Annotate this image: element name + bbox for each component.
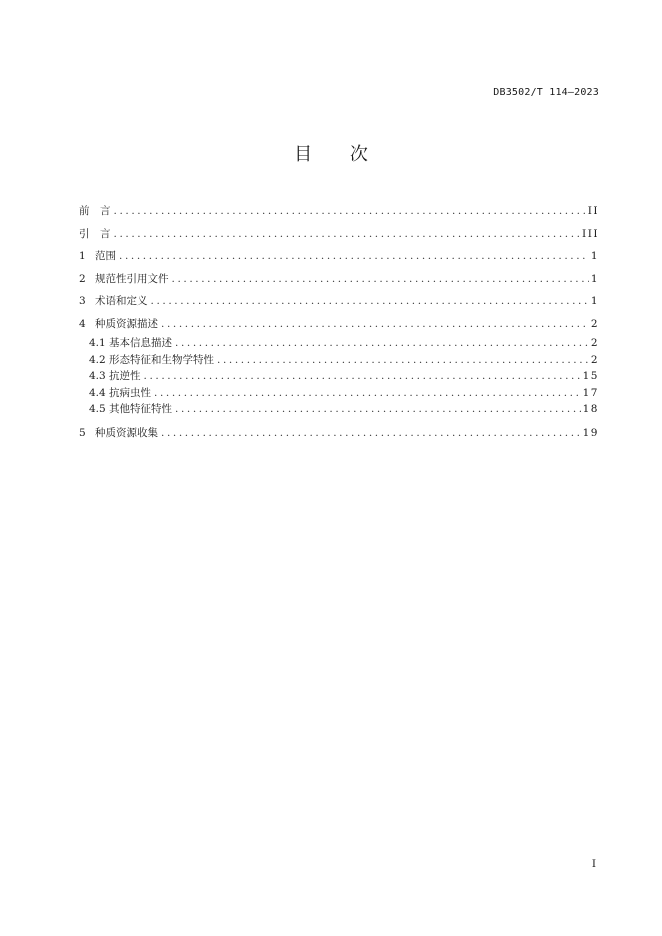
toc-entry-number: 3	[79, 295, 86, 307]
toc-entry-page: 1	[590, 295, 599, 307]
toc-entry-label: 基本信息描述	[109, 337, 172, 349]
toc-entry-4-1[interactable]	[79, 335, 599, 352]
toc-entry-4-5[interactable]	[79, 401, 599, 418]
toc-entry-page: III	[582, 227, 599, 240]
dot-leader	[161, 313, 589, 336]
toc-entry-label: 抗病虫性	[109, 386, 151, 399]
toc-entry-4-4[interactable]	[79, 385, 599, 402]
toc-entry-page: 1	[590, 250, 599, 262]
page-number: I	[591, 858, 596, 870]
toc-entry-number: 1	[79, 250, 86, 262]
dot-leader	[114, 200, 586, 223]
toc-entry-introduction[interactable]	[79, 223, 599, 246]
toc-entry-label: 术语和定义	[95, 295, 148, 307]
toc-entry-page: 17	[582, 386, 599, 399]
toc-entry-4-3[interactable]	[79, 368, 599, 385]
toc-entry-number: 4.2	[89, 353, 106, 366]
toc-entry-label: 其他特征特性	[109, 403, 172, 415]
toc-entry-label: 引 言	[79, 227, 111, 240]
dot-leader	[119, 245, 589, 268]
toc-entry-4[interactable]	[79, 313, 599, 336]
toc-entry-number: 4.3	[89, 370, 106, 382]
toc-entry-5[interactable]	[79, 422, 599, 445]
table-of-contents	[79, 200, 599, 444]
toc-entry-label: 范围	[95, 250, 116, 262]
dot-leader	[151, 290, 589, 313]
toc-entry-label: 抗逆性	[109, 370, 141, 382]
toc-entry-page: 2	[590, 337, 599, 349]
toc-entry-foreword[interactable]	[79, 200, 599, 223]
toc-entry-label: 种质资源描述	[95, 317, 158, 330]
toc-entry-label: 种质资源收集	[95, 426, 158, 439]
dot-leader	[154, 385, 581, 402]
dot-leader	[217, 352, 589, 369]
toc-entry-page: 1	[590, 272, 599, 285]
toc-entry-number: 4.1	[89, 337, 106, 349]
toc-entry-4-2[interactable]	[79, 352, 599, 369]
dot-leader	[144, 368, 581, 385]
toc-entry-number: 2	[79, 272, 86, 285]
toc-entry-label: 规范性引用文件	[95, 272, 169, 285]
toc-entry-3[interactable]	[79, 290, 599, 313]
toc-entry-number: 4.4	[89, 386, 106, 399]
toc-entry-page: 15	[582, 370, 599, 382]
dot-leader	[172, 268, 589, 291]
toc-entry-label: 前 言	[79, 205, 111, 217]
toc-entry-number: 4.5	[89, 403, 106, 415]
toc-entry-page: II	[587, 205, 599, 217]
toc-entry-page: 2	[590, 317, 599, 330]
toc-entry-number: 4	[79, 317, 86, 330]
page-title: 目 次	[294, 144, 384, 165]
dot-leader	[175, 401, 581, 418]
toc-entry-1[interactable]	[79, 245, 599, 268]
toc-entry-2[interactable]	[79, 268, 599, 291]
document-code: DB3502/T 114—2023	[493, 87, 599, 98]
toc-entry-label: 形态特征和生物学特性	[109, 353, 214, 366]
toc-entry-page: 19	[582, 426, 599, 439]
toc-entry-page: 18	[582, 403, 599, 415]
dot-leader	[114, 223, 581, 246]
toc-entry-page: 2	[590, 353, 599, 366]
dot-leader	[161, 422, 581, 445]
toc-entry-number: 5	[79, 426, 86, 439]
dot-leader	[175, 335, 589, 352]
